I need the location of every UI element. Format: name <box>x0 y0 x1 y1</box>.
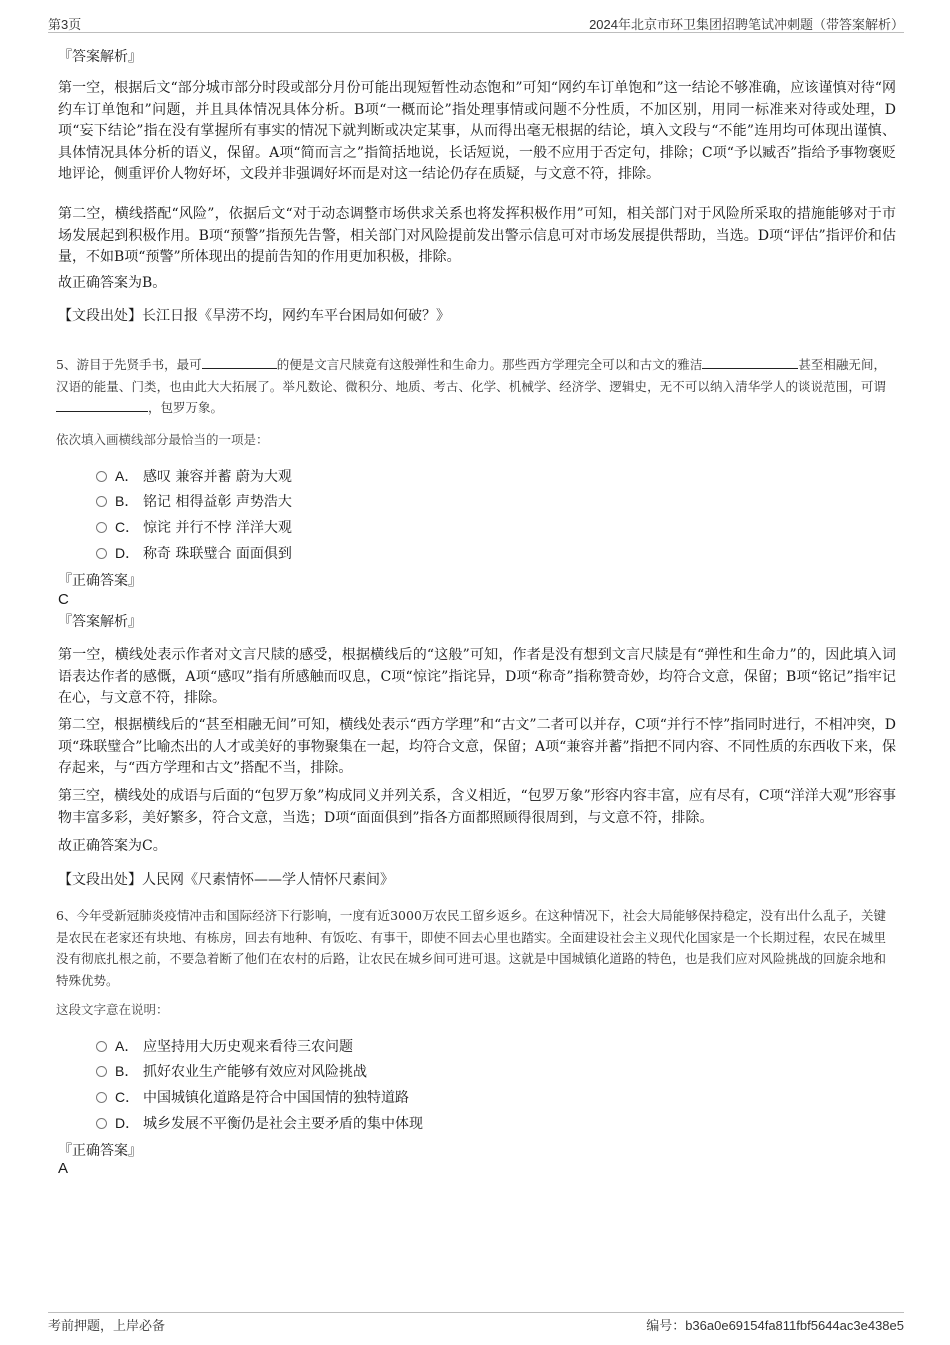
q5-analysis-paragraph-2: 第二空，根据横线后的“甚至相融无间”可知，横线处表示“西方学理”和“古文”二者可以并存，C项“并行不悖”指同时进行，不相冲突，D项“珠联璧合”比喻杰出的人才或美好的事物聚集在一起，均符合文意，保留；A项“兼容并蓄”指把不同内容、不同性质的东西收下来，保存起来，与“西方学理和古文”搭配不当，排除。 <box>58 717 896 776</box>
q6-option-c[interactable]: C． 中国城镇化道路是符合中国国情的独特道路 <box>96 1087 409 1108</box>
analysis-paragraph-2: 第二空，横线搭配“风险”，依据后文“对于动态调整市场供求关系也将发挥积极作用”可知，相关部门对于风险所采取的措施能够对于市场发展起到积极作用。B项“预警”指预先告警，相关部门对风险提前发出警示信息可对市场发展提供帮助，当选。D项“评估”指评价和估量，不如B项“预警”所体现出的提前告知的作用更加积极，排除。 <box>58 206 896 265</box>
radio-icon[interactable] <box>96 1066 107 1077</box>
q5-option-a[interactable]: A． 感叹 兼容并蓄 蔚为大观 <box>96 466 292 487</box>
question-5-prompt: 依次填入画横线部分最恰当的一项是： <box>56 432 269 447</box>
q5-option-c[interactable]: C． 惊诧 并行不悖 洋洋大观 <box>96 517 292 538</box>
radio-icon[interactable] <box>96 471 107 482</box>
q5-analysis-paragraph-3: 第三空，横线处的成语与后面的“包罗万象”构成同义并列关系，含义相近，“包罗万象”形容内容丰富，应有尽有，C项“洋洋大观”形容事物丰富多彩，美好繁多，符合文意，当选；D项“面面俱到”指各方面都照顾得很周到，与文意不符，排除。 <box>58 788 896 826</box>
question-6-prompt: 这段文字意在说明： <box>56 1002 169 1017</box>
correct-answer: A <box>58 1160 69 1177</box>
radio-icon[interactable] <box>96 496 107 507</box>
blank-1 <box>202 356 277 369</box>
question-6-text: 6、今年受新冠肺炎疫情冲击和国际经济下行影响，一度有近3000万农民工留乡返乡。在这种情况下，社会大局能够保持稳定，没有出什么乱子，关键是农民在老家还有块地、有栋房，回去有地种、有饭吃、有事干，即使不回去心里也踏实。全面建设社会主义现代化国家是一个长期过程，农民在城里没有彻底扎根之前，不要急着断了他们在农村的后路，让农民在城乡间可进可退。这就是中国城镇化道路的特色，也是我们应对风险挑战的回旋余地和特殊优势。 <box>56 908 886 988</box>
blank-3 <box>56 399 148 412</box>
footer-slogan: 考前押题，上岸必备 <box>48 1318 166 1333</box>
q5-conclusion: 故正确答案为C。 <box>58 838 167 854</box>
page-number: 第3页 <box>48 17 82 32</box>
correct-answer-label: 『正确答案』 <box>58 1143 142 1159</box>
correct-answer-label: 『正确答案』 <box>58 573 142 589</box>
question-5-text: 5、游目于先贤手书，最可 的便是文言尺牍竟有这般弹性和生命力。那些西方学理完全可以和古文的雅洁 甚至相融无间，汉语的能量、门类，也由此大大拓展了。举凡数论、微积分、地质、考古、化学、机械学、经济学、逻辑史，无不可以纳入清华学人的谈说范围，可谓，包罗万象。 <box>56 357 886 415</box>
radio-icon[interactable] <box>96 522 107 533</box>
q6-option-d[interactable]: D． 城乡发展不平衡仍是社会主要矛盾的集中体现 <box>96 1113 423 1134</box>
q5-analysis-paragraph-1: 第一空，横线处表示作者对文言尺牍的感受，根据横线后的“这般”可知，作者是没有想到文言尺牍是有“弹性和生命力”的，因此填入词语表达作者的感慨，A项“感叹”指有所感触而叹息，C项“惊诧”指诧异，D项“称奇”指称赞奇妙，均符合文意，保留；B项“铭记”指牢记在心，与文意不符，排除。 <box>58 647 896 706</box>
radio-icon[interactable] <box>96 1041 107 1052</box>
page-header <box>48 12 904 33</box>
radio-icon[interactable] <box>96 548 107 559</box>
analysis-label: 『答案解析』 <box>58 614 142 630</box>
radio-icon[interactable] <box>96 1118 107 1129</box>
blank-2 <box>702 356 798 369</box>
analysis-paragraph-1: 第一空，根据后文“部分城市部分时段或部分月份可能出现短暂性动态饱和”可知“网约车订单饱和”这一结论不够准确，应该谨慎对待“网约车订单饱和”问题，并且具体情况具体分析。B项“一概而论”指处理事情或问题不分性质，不加区别，用同一标准来对待或处理，D项“妄下结论”指在没有掌握所有事实的情况下就判断或决定某事，从而得出毫无根据的结论，填入文段与“不能”连用均可体现出谨慎、具体情况具体分析的语义，保留。A项“简而言之”指简括地说，长话短说，一般不应用于否定句，排除；C项“予以臧否”指给予事物褒贬地评论，侧重评价人物好坏，文段并非强调好坏而是对这一结论仍存在质疑，与文意不符，排除。 <box>58 80 896 182</box>
q5-option-b[interactable]: B． 铭记 相得益彰 声势浩大 <box>96 491 292 512</box>
q5-option-d[interactable]: D． 称奇 珠联璧合 面面俱到 <box>96 543 292 564</box>
document-id: 编号：b36a0e69154fa811fbf5644ac3e438e5 <box>646 1318 904 1333</box>
radio-icon[interactable] <box>96 1092 107 1103</box>
analysis-label: 『答案解析』 <box>58 49 142 65</box>
source-citation: 【文段出处】长江日报《旱涝不均，网约车平台困局如何破？》 <box>58 308 450 324</box>
page-footer <box>48 1312 904 1335</box>
document-title: 2024年北京市环卫集团招聘笔试冲刺题（带答案解析） <box>589 17 904 32</box>
conclusion: 故正确答案为B。 <box>58 275 167 291</box>
q6-option-b[interactable]: B． 抓好农业生产能够有效应对风险挑战 <box>96 1061 367 1082</box>
correct-answer: C <box>58 591 69 608</box>
q5-source-citation: 【文段出处】人民网《尺素情怀——学人情怀尺素间》 <box>58 872 394 888</box>
q6-option-a[interactable]: A． 应坚持用大历史观来看待三农问题 <box>96 1036 353 1057</box>
